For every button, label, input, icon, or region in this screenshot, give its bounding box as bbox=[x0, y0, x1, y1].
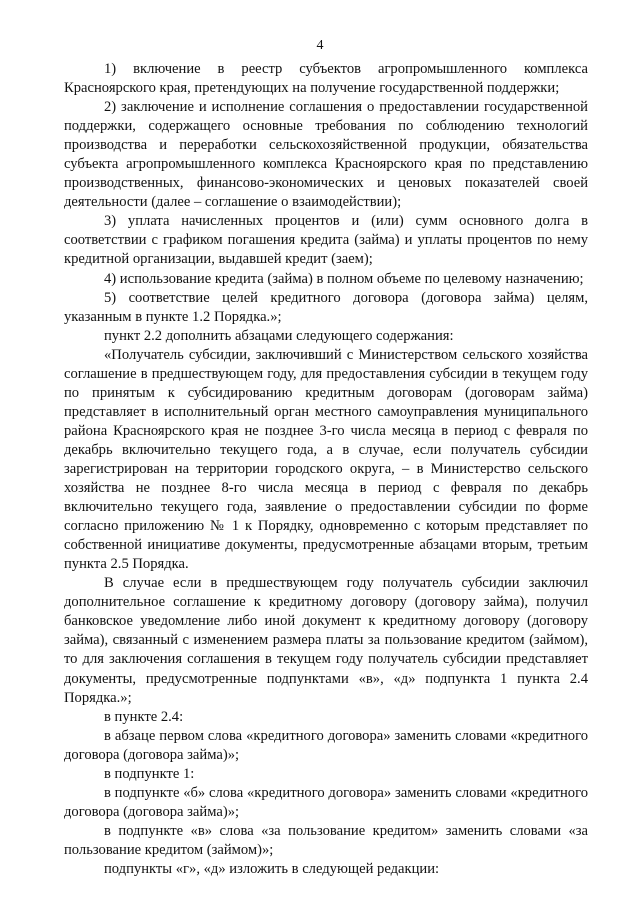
paragraph: в абзаце первом слова «кредитного договора» заменить словами «кредитного договора (договора займа)»; bbox=[64, 727, 588, 763]
paragraph: 3) уплата начисленных процентов и (или) сумм основного долга в соответствии с графиком погашения кредита (займа) и уплаты процентов по нему кредитной организации, выдавшей кредит (заем); bbox=[64, 213, 588, 268]
paragraph: «Получатель субсидии, заключивший с Министерством сельского хозяйства соглашение в предшествующем году, для предоставления субсидии в текущем году по принятым к субсидированию кредитным договорам (договорам займа) представляет в исполнительный орган местного самоуправления муниципального района Красноярского края не позднее 3-го числа месяца в период с февраля по декабрь включительно текущего года, а в случае, если получатель субсидии зарегистрирован на территории городского округа, – в Министерство сельского хозяйства не позднее 8-го числа месяца в период с февраля по декабрь включительно текущего года, заявление о предоставлении субсидии по форме согласно приложению № 1 к Порядку, одновременно с которым представляет по собственной инициативе документы, предусмотренные абзацами вторым, третьим пункта 2.5 Порядка. bbox=[64, 346, 588, 573]
paragraph: в подпункте «в» слова «за пользование кредитом» заменить словами «за пользование кредитом (займом)»; bbox=[64, 822, 588, 858]
paragraph: в подпункте «б» слова «кредитного договора» заменить словами «кредитного договора (договора займа)»; bbox=[64, 784, 588, 820]
paragraph: 2) заключение и исполнение соглашения о предоставлении государственной поддержки, содержащего основные требования по соблюдению технологий производства и переработки сельскохозяйственной продукции, обязательства субъекта агропромышленного комплекса Красноярского края по представлению производственных, финансово-экономических и ценовых показателей своей деятельности (далее – соглашение о взаимодействии); bbox=[64, 99, 588, 211]
page-number: 4 bbox=[316, 38, 324, 53]
paragraph: в пункте 2.4: bbox=[104, 708, 184, 725]
paragraph: В случае если в предшествующем году получатель субсидии заключил дополнительное соглашение к кредитному договору (договору займа), получил банковское уведомление либо иной документ к кредитному договору (договору займа), связанный с изменением размера платы за пользование кредитом (займом), то для заключения соглашения в текущем году получатель субсидии представляет документы, предусмотренные подпунктами «в», «д» подпункта 1 пункта 2.4 Порядка.»; bbox=[64, 575, 588, 706]
paragraph: пункт 2.2 дополнить абзацами следующего содержания: bbox=[104, 327, 454, 344]
paragraph: подпункты «г», «д» изложить в следующей редакции: bbox=[104, 860, 440, 877]
paragraph: 4) использование кредита (займа) в полном объеме по целевому назначению; bbox=[104, 270, 584, 287]
paragraph: 5) соответствие целей кредитного договора (договора займа) целям, указанным в пункте 1.2 Порядка.»; bbox=[64, 289, 588, 325]
paragraph: 1) включение в реестр субъектов агропромышленного комплекса Красноярского края, претендующих на получение государственной поддержки; bbox=[64, 61, 588, 97]
document-body bbox=[64, 60, 588, 879]
paragraph: в подпункте 1: bbox=[104, 765, 195, 782]
